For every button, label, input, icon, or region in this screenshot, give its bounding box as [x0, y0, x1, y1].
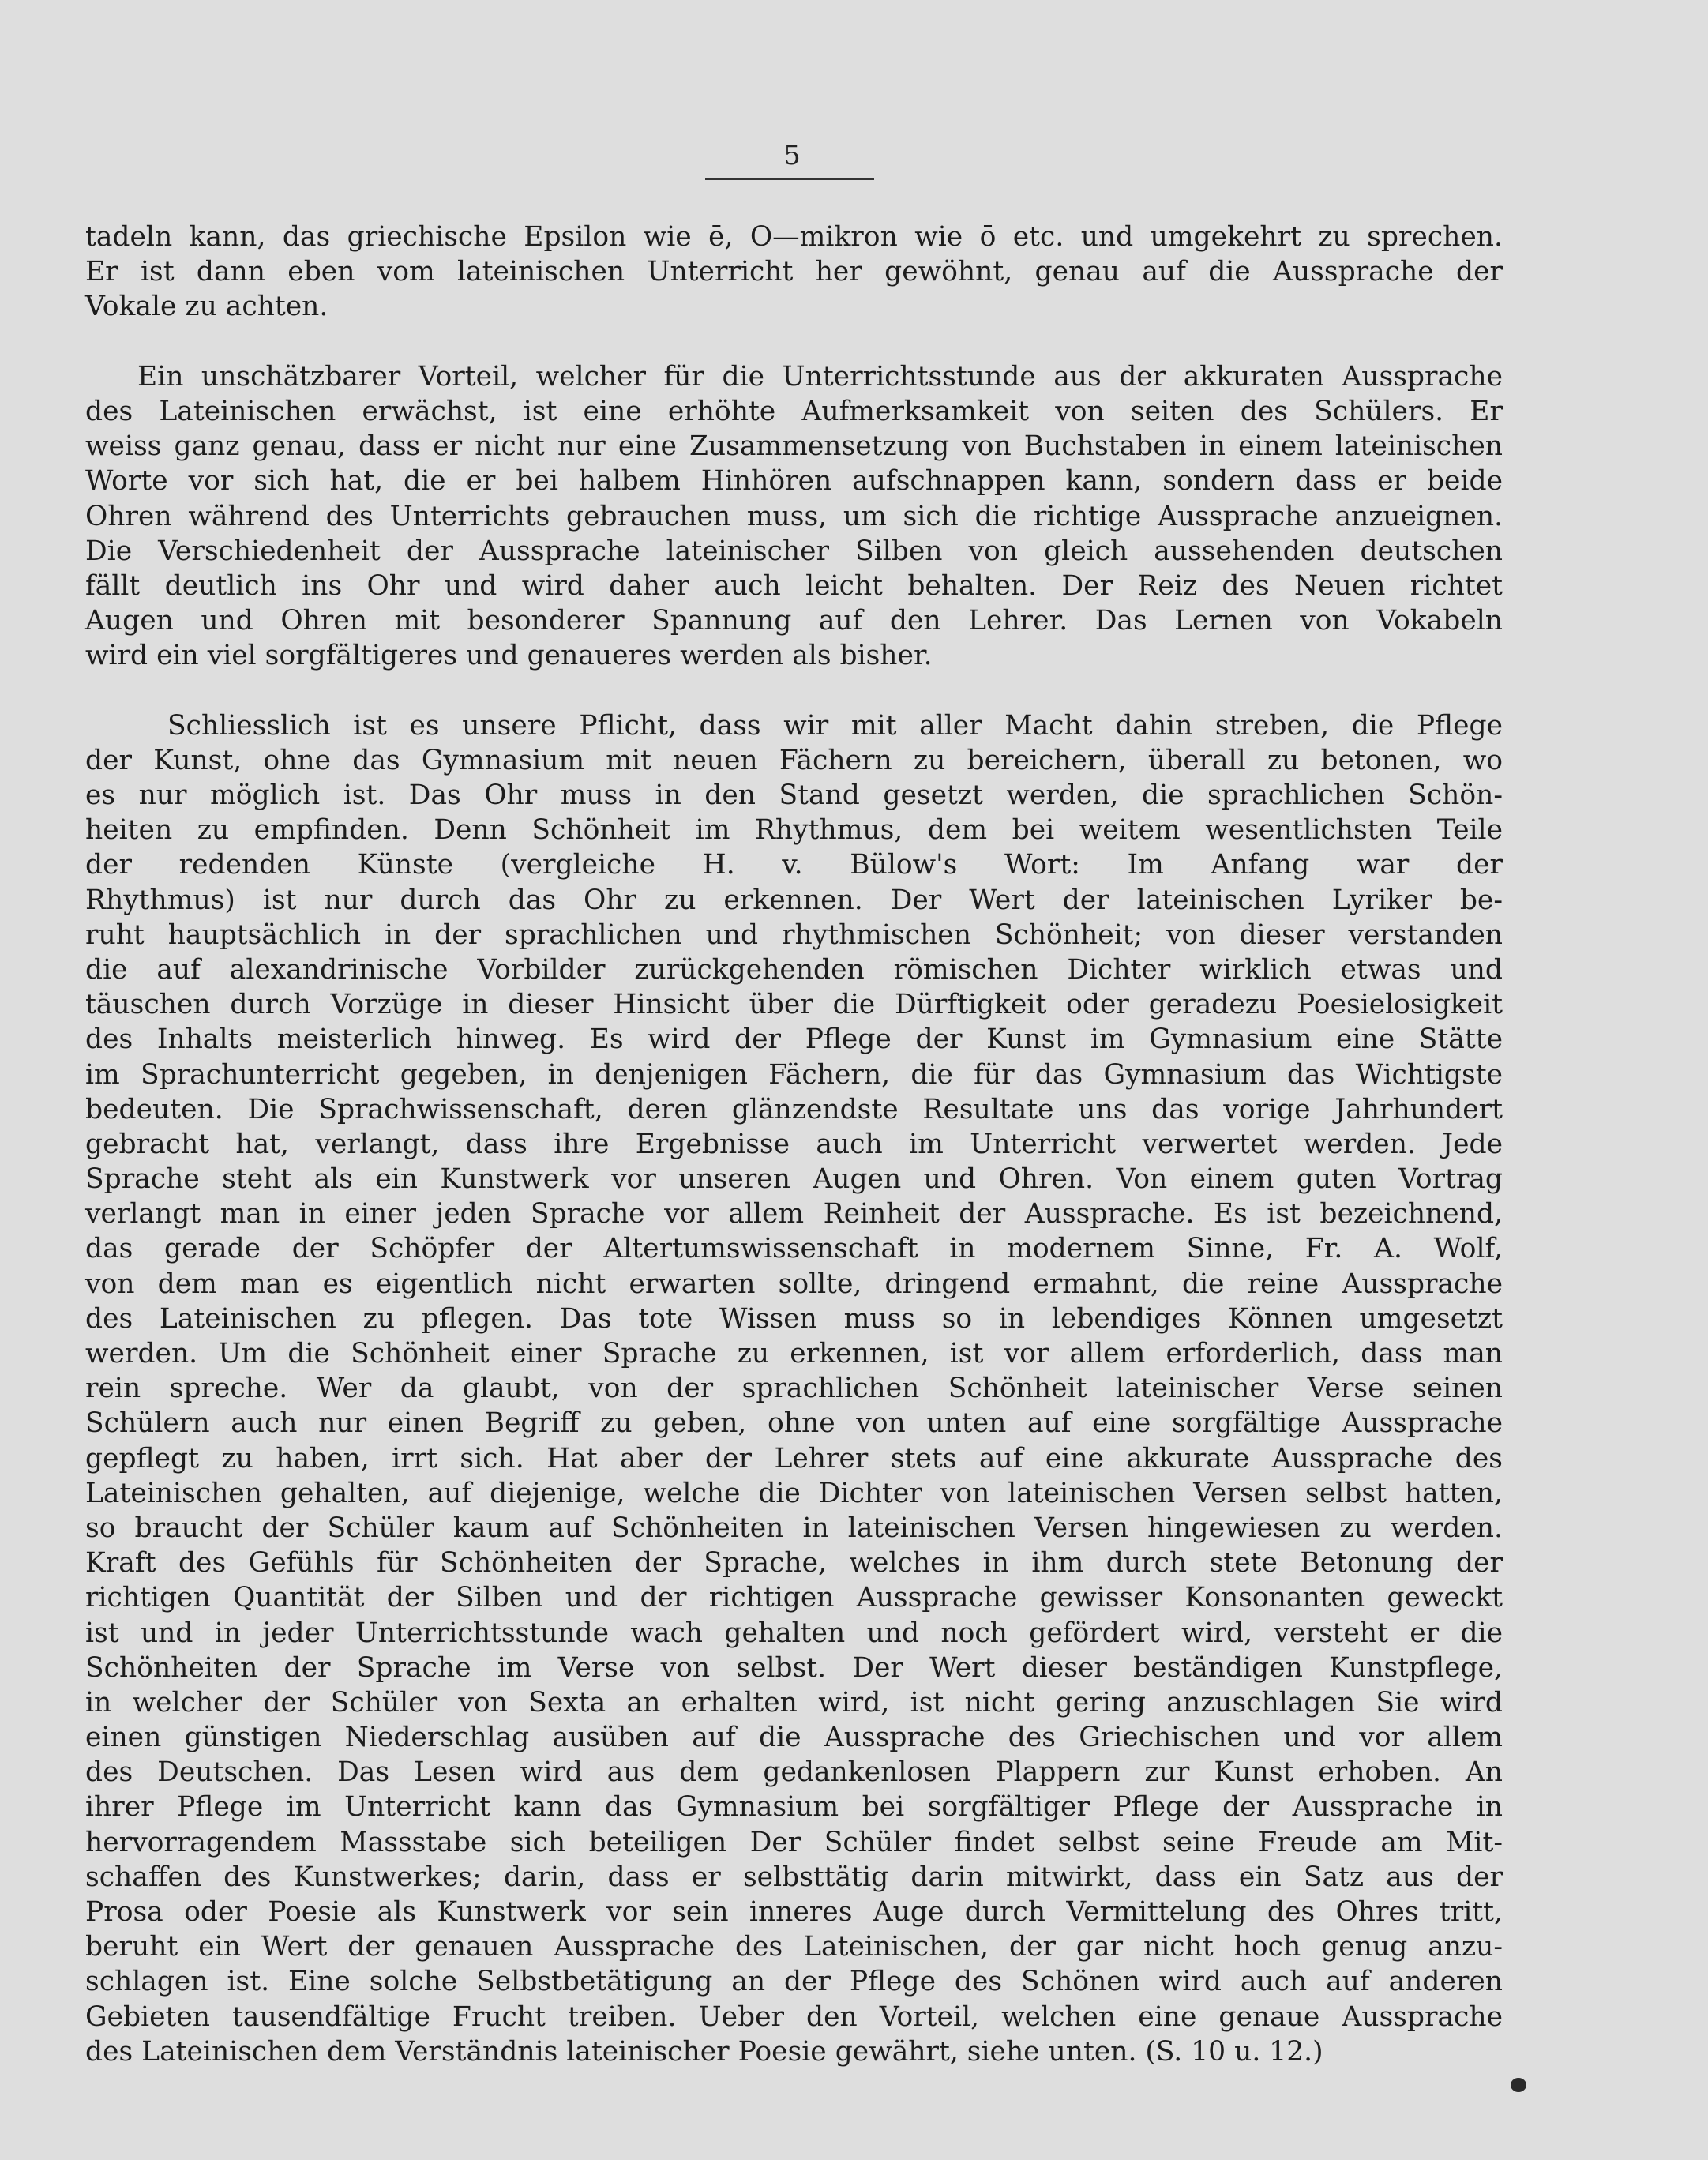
- text-line: schaffen des Kunstwerkes; darin, dass er selbsttätig darin mitwirkt, dass ein Satz aus der: [85, 1861, 1503, 1893]
- paragraph-gap: [85, 673, 1503, 708]
- text-line: der redenden Künste (vergleiche H. v. Bülow's Wort: Im Anfang war der: [85, 849, 1503, 881]
- text-line: gepflegt zu haben, irrt sich. Hat aber der Lehrer stets auf eine akkurate Aussprache des: [85, 1442, 1503, 1474]
- text-line: rein spreche. Wer da glaubt, von der sprachlichen Schönheit lateinischer Verse seinen: [85, 1373, 1503, 1405]
- text-line: schlagen ist. Eine solche Selbstbetätigung an der Pflege des Schönen wird auch auf anderen: [85, 1966, 1503, 1998]
- text-line: Ein unschätzbarer Vorteil, welcher für die Unterrichtsstunde aus der akkuraten Aussprache: [137, 360, 1503, 393]
- text-line: heiten zu empfinden. Denn Schönheit im Rhythmus, dem bei weitem wesentlichsten Teile: [85, 814, 1503, 847]
- text-line: werden. Um die Schönheit einer Sprache zu erkennen, ist vor allem erforderlich, dass man: [85, 1338, 1503, 1369]
- text-line: das gerade der Schöpfer der Altertumswissenschaft in modernem Sinne, Fr. A. Wolf,: [85, 1233, 1503, 1265]
- text-line: des Lateinischen erwächst, ist eine erhöhte Aufmerksamkeit von seiten des Schülers. Er: [85, 395, 1503, 427]
- header-rule: [705, 178, 874, 180]
- text-line: des Lateinischen dem Verständnis lateinischer Poesie gewährt, siehe unten. (S. 10 u. 12.): [85, 2035, 1323, 2068]
- text-line: tadeln kann, das griechische Epsilon wie ē, O—mikron wie ō etc. und umgekehrt zu sprechen.: [85, 221, 1503, 253]
- ink-blot-mark: [1511, 2078, 1526, 2092]
- text-line: der Kunst, ohne das Gymnasium mit neuen Fächern zu bereichern, überall zu betonen, wo: [85, 744, 1503, 776]
- text-line: Rhythmus) ist nur durch das Ohr zu erkennen. Der Wert der lateinischen Lyriker be-: [85, 884, 1503, 916]
- body-text: [85, 220, 1503, 2069]
- text-line: in welcher der Schüler von Sexta an erhalten wird, ist nicht gering anzuschlagen Sie wird: [85, 1686, 1503, 1719]
- text-line: im Sprachunterricht gegeben, in denjenigen Fächern, die für das Gymnasium das Wichtigste: [85, 1058, 1503, 1091]
- text-line: verlangt man in einer jeden Sprache vor allem Reinheit der Aussprache. Es ist bezeichnend,: [85, 1198, 1503, 1230]
- text-line: Die Verschiedenheit der Aussprache lateinischer Silben von gleich aussehenden deutschen: [85, 535, 1503, 567]
- text-line: gebracht hat, verlangt, dass ihre Ergebnisse auch im Unterricht verwertet werden. Jede: [85, 1128, 1503, 1160]
- text-line: Worte vor sich hat, die er bei halbem Hinhören aufschnappen kann, sondern dass er beide: [85, 465, 1503, 498]
- text-line: beruht ein Wert der genauen Aussprache des Lateinischen, der gar nicht hoch genug anzu-: [85, 1931, 1503, 1963]
- text-line: von dem man es eigentlich nicht erwarten sollte, dringend ermahnt, die reine Aussprache: [85, 1268, 1503, 1300]
- text-line: des Inhalts meisterlich hinweg. Es wird der Pflege der Kunst im Gymnasium eine Stätte: [85, 1024, 1503, 1056]
- text-line: Lateinischen gehalten, auf diejenige, welche die Dichter von lateinischen Versen selbst hatten,: [85, 1477, 1503, 1509]
- text-line: Sprache steht als ein Kunstwerk vor unseren Augen und Ohren. Von einem guten Vortrag: [85, 1163, 1503, 1196]
- text-line: fällt deutlich ins Ohr und wird daher auch leicht behalten. Der Reiz des Neuen richtet: [85, 569, 1503, 602]
- text-line: Vokale zu achten.: [85, 291, 328, 323]
- text-line: Schönheiten der Sprache im Verse von selbst. Der Wert dieser beständigen Kunstpflege,: [85, 1651, 1503, 1684]
- text-line: ruht hauptsächlich in der sprachlichen und rhythmischen Schönheit; von dieser verstanden: [85, 918, 1503, 951]
- text-line: es nur möglich ist. Das Ohr muss in den Stand gesetzt werden, die sprachlichen Schön-: [85, 779, 1503, 811]
- text-line: richtigen Quantität der Silben und der richtigen Aussprache gewisser Konsonanten geweckt: [85, 1582, 1503, 1614]
- text-line: Er ist dann eben vom lateinischen Unterricht her gewöhnt, genau auf die Aussprache der: [85, 256, 1503, 288]
- text-line: täuschen durch Vorzüge in dieser Hinsicht über die Dürftigkeit oder geradezu Poesielosigkeit: [85, 989, 1503, 1021]
- text-line: bedeuten. Die Sprachwissenschaft, deren glänzendste Resultate uns das vorige Jahrhundert: [85, 1093, 1503, 1125]
- text-line: Augen und Ohren mit besonderer Spannung auf den Lehrer. Das Lernen von Vokabeln: [85, 605, 1503, 637]
- paragraph-2: [85, 359, 1503, 674]
- paragraph-1: [85, 220, 1503, 325]
- text-line: so braucht der Schüler kaum auf Schönheiten in lateinischen Versen hingewiesen zu werden.: [85, 1512, 1503, 1544]
- text-line: des Deutschen. Das Lesen wird aus dem gedankenlosen Plappern zur Kunst erhoben. An: [85, 1756, 1503, 1789]
- page-number: 5: [783, 140, 801, 171]
- text-line: Schülern auch nur einen Begriff zu geben, ohne von unten auf eine sorgfältige Aussprache: [85, 1407, 1503, 1440]
- text-line: weiss ganz genau, dass er nicht nur eine Zusammensetzung von Buchstaben in einem lateinischen: [85, 430, 1503, 463]
- text-line: Kraft des Gefühls für Schönheiten der Sprache, welches in ihm durch stete Betonung der: [85, 1547, 1503, 1580]
- text-line: ist und in jeder Unterrichtsstunde wach gehalten und noch gefördert wird, versteht er die: [85, 1617, 1503, 1649]
- text-line: einen günstigen Niederschlag ausüben auf die Aussprache des Griechischen und vor allem: [85, 1722, 1503, 1754]
- text-line: ihrer Pflege im Unterricht kann das Gymnasium bei sorgfältiger Pflege der Aussprache in: [85, 1791, 1503, 1824]
- text-line: Ohren während des Unterrichts gebrauchen muss, um sich die richtige Aussprache anzueignen.: [85, 500, 1503, 532]
- paragraph-3: [85, 708, 1503, 2069]
- text-line: hervorragendem Massstabe sich beteiligen Der Schüler findet selbst seine Freude am Mit-: [85, 1826, 1503, 1858]
- text-line: Gebieten tausendfältige Frucht treiben. Ueber den Vorteil, welchen eine genaue Aussprache: [85, 2000, 1503, 2033]
- text-line: Schliesslich ist es unsere Pflicht, dass wir mit aller Macht dahin streben, die Pflege: [167, 709, 1503, 742]
- paragraph-gap: [85, 325, 1503, 359]
- text-line: wird ein viel sorgfältigeres und genaueres werden als bisher.: [85, 640, 933, 672]
- text-line: des Lateinischen zu pflegen. Das tote Wissen muss so in lebendiges Können umgesetzt: [85, 1302, 1503, 1335]
- text-line: die auf alexandrinische Vorbilder zurückgehenden römischen Dichter wirklich etwas und: [85, 953, 1503, 986]
- text-line: Prosa oder Poesie als Kunstwerk vor sein inneres Auge durch Vermittelung des Ohres tritt,: [85, 1896, 1503, 1928]
